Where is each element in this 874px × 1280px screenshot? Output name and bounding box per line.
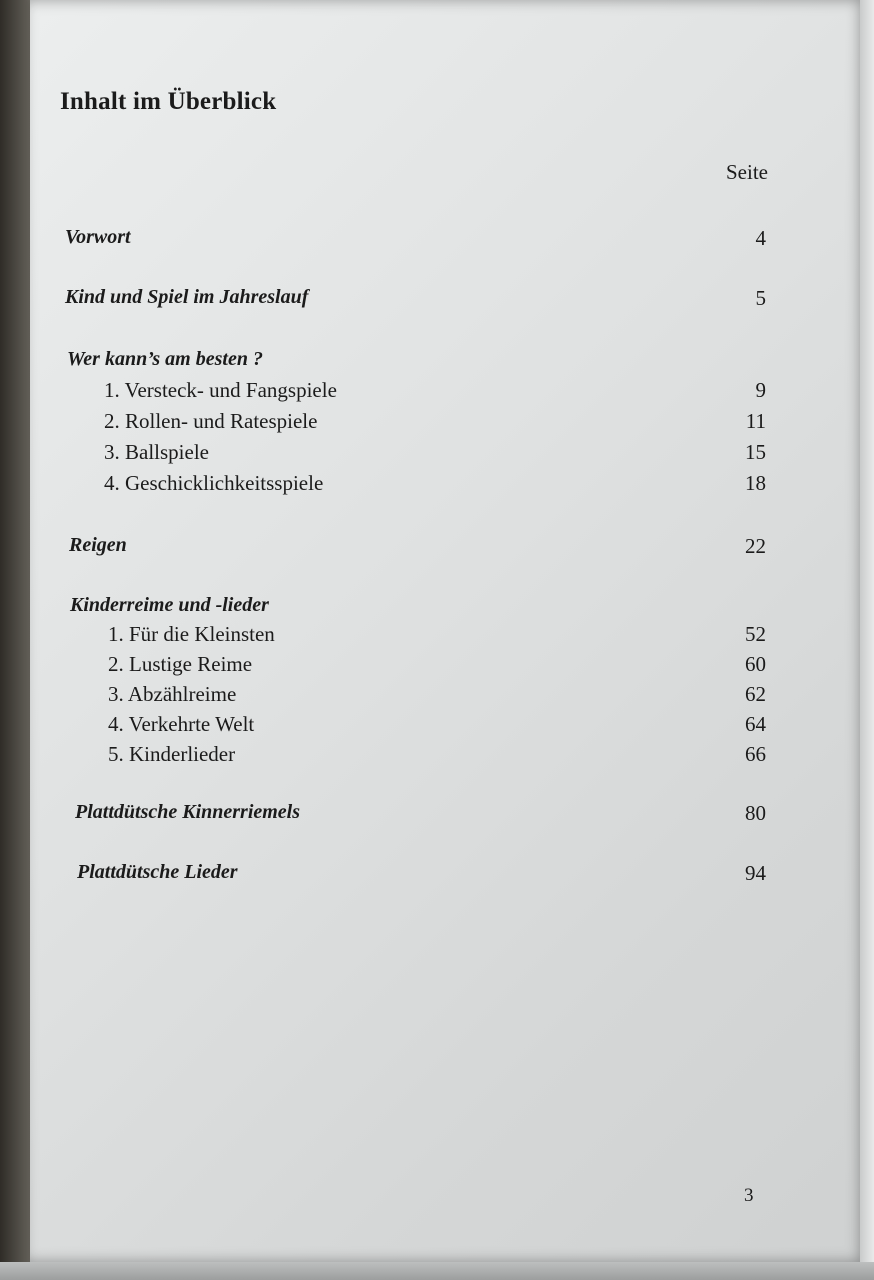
toc-entry-kleinsten	[0, 622, 874, 652]
toc-entry-reigen	[0, 534, 874, 564]
toc-entry-page: 9	[755, 378, 766, 402]
toc-entry-lustige-reime	[0, 652, 874, 682]
toc-entry-title: Vorwort	[65, 226, 131, 248]
toc-entry-vorwort	[0, 226, 874, 256]
toc-entry-title: Plattdütsche Lieder	[77, 861, 238, 883]
toc-entry-title: 3. Ballspiele	[104, 440, 209, 464]
toc-entry-title: Kinderreime und -lieder	[70, 594, 269, 616]
toc-entry-title: 4. Verkehrte Welt	[108, 712, 255, 736]
toc-entry-kind-und-spiel	[0, 286, 874, 316]
toc-entry-kinderreime	[0, 594, 874, 624]
toc-entry-page: 80	[745, 801, 766, 825]
page-column-label: Seite	[726, 160, 768, 184]
toc-entry-title: 4. Geschicklichkeitsspiele	[104, 471, 324, 495]
toc-entry-ballspiele	[0, 440, 874, 470]
toc-entry-page: 11	[745, 409, 766, 433]
toc-entry-page: 66	[745, 742, 766, 766]
toc-entry-title: 1. Versteck- und Fangspiele	[104, 378, 337, 402]
toc-entry-title: 1. Für die Kleinsten	[108, 622, 275, 646]
toc-entry-page: 64	[745, 712, 766, 736]
toc-entry-versteck	[0, 378, 874, 408]
toc-entry-abzaehlreime	[0, 682, 874, 712]
toc-entry-page: 60	[745, 652, 766, 676]
toc-entry-page: 4	[755, 226, 766, 250]
page-number: 3	[744, 1185, 754, 1206]
toc-entry-title: 2. Lustige Reime	[108, 652, 253, 676]
toc-entry-title: Wer kann’s am besten ?	[67, 348, 263, 370]
toc-entry-kinderlieder	[0, 742, 874, 772]
toc-entry-title: 3. Abzählreime	[108, 682, 237, 706]
toc-entry-page: 62	[745, 682, 766, 706]
toc-entry-page: 18	[745, 471, 766, 495]
toc-entry-wer-kanns	[0, 348, 874, 378]
toc-entry-page: 22	[745, 534, 766, 558]
toc-entry-kinnerriemels	[0, 801, 874, 831]
toc-entry-geschicklichkeit	[0, 471, 874, 501]
toc-entry-title: Plattdütsche Kinnerriemels	[75, 801, 301, 823]
toc-entry-rollen	[0, 409, 874, 439]
toc-entry-plattduetsche-lieder	[0, 861, 874, 891]
toc-heading: Inhalt im Überblick	[60, 88, 277, 115]
toc-entry-page: 15	[745, 440, 766, 464]
toc-entry-title: Reigen	[69, 534, 127, 556]
toc-entry-title: 5. Kinderlieder	[108, 742, 236, 766]
toc-entry-page: 94	[745, 861, 766, 885]
toc-entry-page: 52	[745, 622, 766, 646]
toc-entry-title: Kind und Spiel im Jahreslauf	[65, 286, 309, 308]
toc-entry-verkehrte-welt	[0, 712, 874, 742]
toc-entry-title: 2. Rollen- und Ratespiele	[104, 409, 318, 433]
toc-entry-page: 5	[755, 286, 766, 310]
